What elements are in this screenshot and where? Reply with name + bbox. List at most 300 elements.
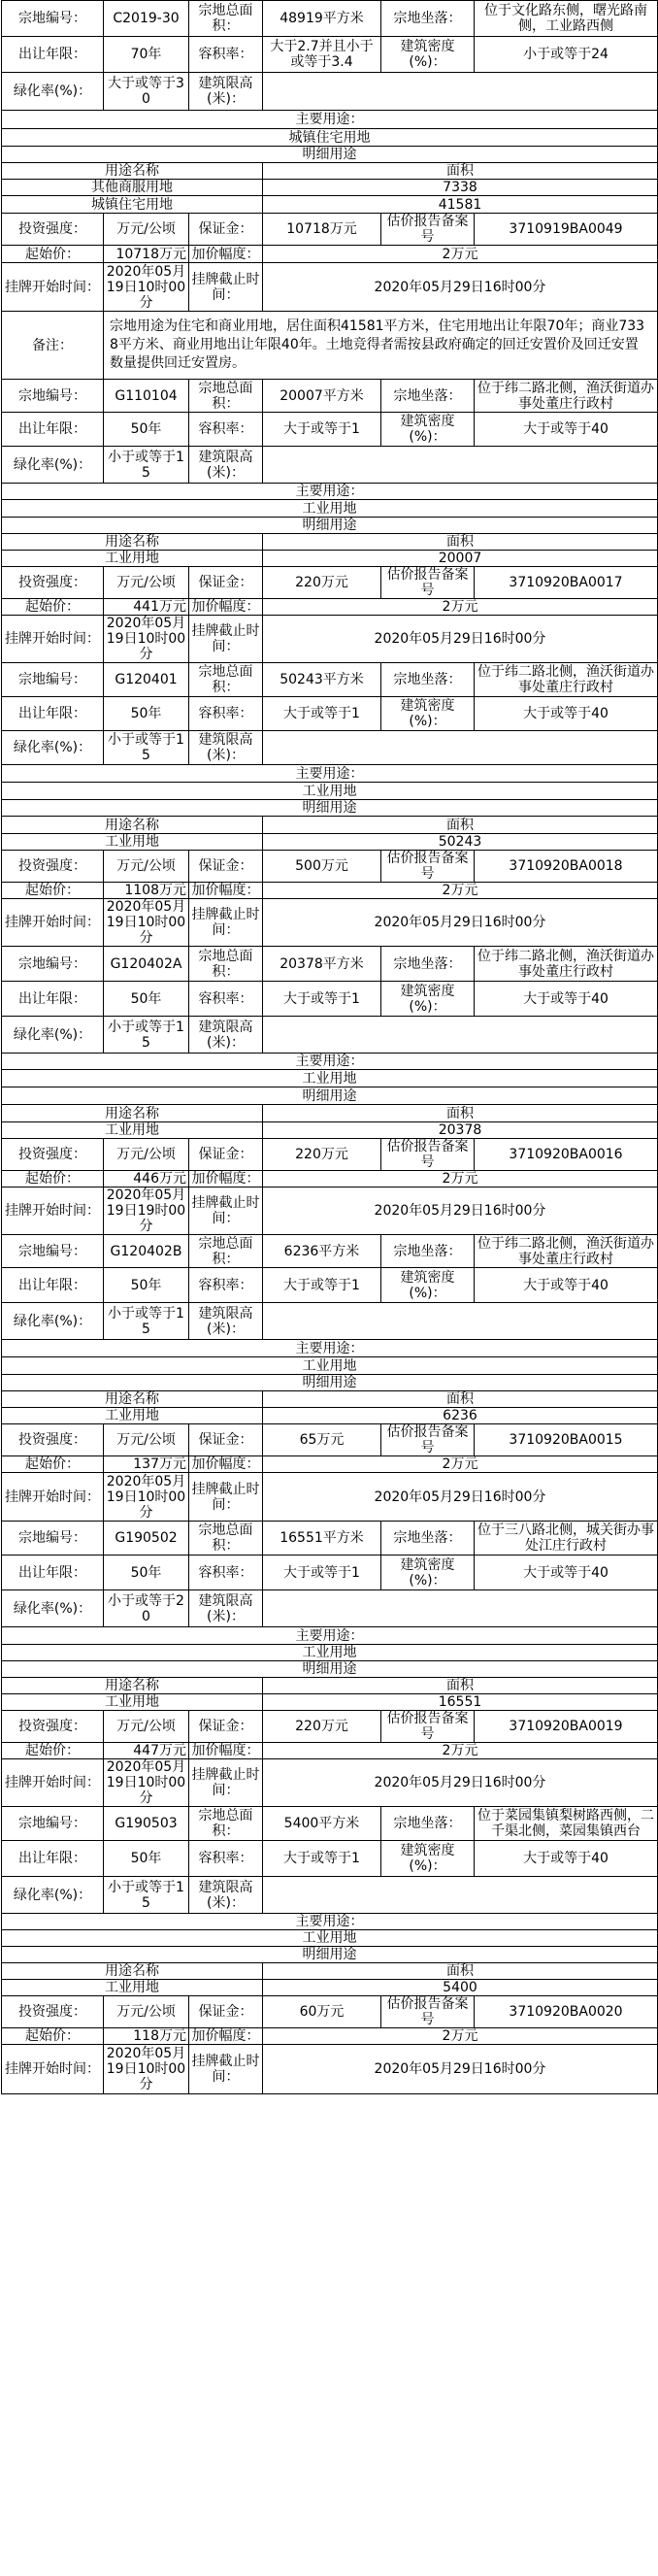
label-id: 宗地编号：: [2, 1522, 104, 1556]
lot-row-main-use: [2, 1340, 658, 1357]
lot-invest: 万元/公顷: [104, 851, 189, 883]
lot-id: G190502: [104, 1522, 189, 1556]
label-density: 建筑密度(%)：: [381, 413, 475, 447]
label-invest: 投资强度：: [2, 567, 104, 599]
lot-years: 50年: [104, 697, 189, 731]
lot-row-use-title: [2, 1070, 658, 1087]
lot-invest: 万元/公顷: [104, 1424, 189, 1456]
lot-row-detail-use: [2, 1661, 658, 1678]
label-detail-use: 明细用途: [2, 147, 658, 163]
lot-row-id: [2, 1235, 658, 1268]
lot-green: 小于或等于15: [104, 1877, 189, 1914]
lot-row-sub-use: [2, 1408, 658, 1424]
label-invest: 投资强度：: [2, 851, 104, 883]
label-use-area: 面积: [263, 534, 658, 551]
lot-area: 16551平方米: [263, 1522, 381, 1556]
label-far: 容积率：: [189, 1556, 263, 1590]
lot-row-detail-use: [2, 1947, 658, 1963]
lot-row-listing: [2, 899, 658, 947]
lot-row-years: [2, 697, 658, 731]
lot-years: 50年: [104, 982, 189, 1017]
label-far: 容积率：: [189, 982, 263, 1017]
label-increment: 加价幅度：: [189, 1743, 263, 1759]
label-list-end: 挂牌截止时间：: [189, 1473, 263, 1522]
label-id: 宗地编号：: [2, 1, 104, 37]
lot-row-green: [2, 1590, 658, 1627]
lot-height: [263, 1303, 658, 1340]
label-deposit: 保证金：: [189, 851, 263, 883]
lot-row-listing: [2, 616, 658, 663]
lot-years: 70年: [104, 37, 189, 73]
lot-increment: 2万元: [263, 1171, 658, 1188]
lot-row-listing: [2, 1759, 658, 1807]
lot-area: 48919平方米: [263, 1, 381, 37]
lot-record: 3710920BA0020: [475, 1996, 658, 2028]
lot-row-years: [2, 982, 658, 1017]
label-record: 估价报告备案号: [381, 567, 475, 599]
lot-row-main-use: [2, 1627, 658, 1645]
lot-use-title: 城镇住宅用地: [2, 129, 658, 147]
lot-row-detail-use: [2, 1087, 658, 1105]
label-detail-use: 明细用途: [2, 518, 658, 534]
label-invest: 投资强度：: [2, 1139, 104, 1171]
lot-row-price: [2, 246, 658, 263]
lot-row-sub-use: [2, 1122, 658, 1139]
lot-density: 大于或等于40: [475, 1841, 658, 1877]
lot-row-detail-use: [2, 518, 658, 534]
lot-green: 大于或等于30: [104, 73, 189, 111]
label-location: 宗地坐落：: [381, 380, 475, 413]
lot-row-sub-use: [2, 834, 658, 851]
lot-row-use-header: [2, 817, 658, 834]
lot-row-green: [2, 1303, 658, 1340]
lot-increment: 2万元: [263, 2028, 658, 2045]
lot-row-sub-use: [2, 196, 658, 214]
lot-density: 大于或等于40: [475, 697, 658, 731]
label-start-price: 起始价：: [2, 1171, 104, 1188]
lot-start-price: 137万元: [104, 1456, 189, 1473]
lot-record: 3710919BA0049: [475, 214, 658, 246]
lot-row-id: [2, 947, 658, 982]
sub-use-name: 工业用地: [2, 1980, 263, 1996]
lot-list-end: 2020年05月29日16时00分: [263, 2045, 658, 2094]
lot-far: 大于或等于1: [263, 982, 381, 1017]
lot-row-invest: [2, 1996, 658, 2028]
lot-use-title: 工业用地: [2, 1645, 658, 1661]
label-area: 宗地总面积：: [189, 1807, 263, 1841]
label-deposit: 保证金：: [189, 567, 263, 599]
lot-deposit: 220万元: [263, 1711, 381, 1743]
label-id: 宗地编号：: [2, 1807, 104, 1841]
label-list-end: 挂牌截止时间：: [189, 899, 263, 947]
label-invest: 投资强度：: [2, 1996, 104, 2028]
label-note: 备注：: [2, 312, 104, 380]
label-id: 宗地编号：: [2, 380, 104, 413]
label-use-area: 面积: [263, 1963, 658, 1980]
lot-location: 位于文化路东侧，曙光路南侧，工业路西侧: [475, 1, 658, 37]
lot-id: G120401: [104, 663, 189, 697]
lot-height: [263, 1017, 658, 1054]
lot-row-green: [2, 1017, 658, 1054]
lot-row-price: [2, 1456, 658, 1473]
lot-use-title: 工业用地: [2, 1070, 658, 1087]
label-record: 估价报告备案号: [381, 1139, 475, 1171]
lot-start-price: 10718万元: [104, 246, 189, 263]
label-location: 宗地坐落：: [381, 1807, 475, 1841]
label-years: 出让年限：: [2, 1556, 104, 1590]
lot-use-title: 工业用地: [2, 783, 658, 800]
label-years: 出让年限：: [2, 697, 104, 731]
label-density: 建筑密度(%)：: [381, 1841, 475, 1877]
lot-list-start: 2020年05月19日10时00分: [104, 263, 189, 312]
label-deposit: 保证金：: [189, 1996, 263, 2028]
lot-height: [263, 731, 658, 765]
lot-record: 3710920BA0017: [475, 567, 658, 599]
lot-invest: 万元/公顷: [104, 1996, 189, 2028]
lot-deposit: 65万元: [263, 1424, 381, 1456]
label-invest: 投资强度：: [2, 214, 104, 246]
label-use-name: 用途名称: [2, 534, 263, 551]
label-start-price: 起始价：: [2, 2028, 104, 2045]
lot-row-detail-use: [2, 800, 658, 817]
lot-far: 大于或等于1: [263, 1268, 381, 1303]
lot-list-end: 2020年05月29日16时00分: [263, 1759, 658, 1807]
lot-list-start: 2020年05月19日10时00分: [104, 899, 189, 947]
lot-area: 20007平方米: [263, 380, 381, 413]
lot-row-invest: [2, 1424, 658, 1456]
label-list-end: 挂牌截止时间：: [189, 616, 263, 663]
sub-use-area: 16551: [263, 1694, 658, 1711]
label-green: 绿化率(%)：: [2, 731, 104, 765]
lot-id: G120402A: [104, 947, 189, 982]
lot-id: G120402B: [104, 1235, 189, 1268]
label-start-price: 起始价：: [2, 246, 104, 263]
lot-list-start: 2020年05月19日10时00分: [104, 1759, 189, 1807]
label-start-price: 起始价：: [2, 883, 104, 899]
label-list-end: 挂牌截止时间：: [189, 263, 263, 312]
lot-area: 50243平方米: [263, 663, 381, 697]
lot-row-listing: [2, 1473, 658, 1522]
label-list-start: 挂牌开始时间：: [2, 1473, 104, 1522]
lot-row-id: [2, 1807, 658, 1841]
label-main-use: 主要用途：: [2, 765, 658, 783]
label-years: 出让年限：: [2, 1841, 104, 1877]
lot-row-price: [2, 1171, 658, 1188]
label-location: 宗地坐落：: [381, 663, 475, 697]
lot-start-price: 1108万元: [104, 883, 189, 899]
label-increment: 加价幅度：: [189, 1171, 263, 1188]
label-far: 容积率：: [189, 1841, 263, 1877]
label-record: 估价报告备案号: [381, 1711, 475, 1743]
sub-use-area: 7338: [263, 180, 658, 196]
label-use-name: 用途名称: [2, 163, 263, 180]
lot-row-invest: [2, 1711, 658, 1743]
label-list-end: 挂牌截止时间：: [189, 2045, 263, 2094]
lot-row-sub-use: [2, 1980, 658, 1996]
lot-row-id: [2, 1, 658, 37]
lot-row-use-header: [2, 1391, 658, 1408]
lot-row-id: [2, 663, 658, 697]
sub-use-area: 5400: [263, 1980, 658, 1996]
lot-row-use-header: [2, 163, 658, 180]
lot-row-sub-use: [2, 1694, 658, 1711]
label-green: 绿化率(%)：: [2, 1303, 104, 1340]
label-record: 估价报告备案号: [381, 1996, 475, 2028]
lot-location: 位于纬二路北侧，渔沃街道办事处董庄行政村: [475, 947, 658, 982]
lot-green: 小于或等于15: [104, 731, 189, 765]
lot-id: G110104: [104, 380, 189, 413]
lot-list-end: 2020年05月29日16时00分: [263, 616, 658, 663]
lot-row-years: [2, 1841, 658, 1877]
lot-id: C2019-30: [104, 1, 189, 37]
lot-increment: 2万元: [263, 246, 658, 263]
lot-row-sub-use: [2, 551, 658, 567]
label-deposit: 保证金：: [189, 214, 263, 246]
lot-row-listing: [2, 2045, 658, 2094]
lot-start-price: 118万元: [104, 2028, 189, 2045]
lot-row-id: [2, 380, 658, 413]
sub-use-name: 工业用地: [2, 1694, 263, 1711]
lot-years: 50年: [104, 413, 189, 447]
label-main-use: 主要用途：: [2, 484, 658, 500]
lot-years: 50年: [104, 1841, 189, 1877]
lot-row-invest: [2, 214, 658, 246]
label-far: 容积率：: [189, 697, 263, 731]
lot-row-price: [2, 1743, 658, 1759]
label-height: 建筑限高(米)：: [189, 1017, 263, 1054]
sub-use-area: 20378: [263, 1122, 658, 1139]
label-use-name: 用途名称: [2, 817, 263, 834]
lot-area: 5400平方米: [263, 1807, 381, 1841]
lot-years: 50年: [104, 1556, 189, 1590]
label-list-start: 挂牌开始时间：: [2, 1759, 104, 1807]
lot-row-invest: [2, 851, 658, 883]
label-height: 建筑限高(米)：: [189, 73, 263, 111]
lot-invest: 万元/公顷: [104, 1711, 189, 1743]
label-record: 估价报告备案号: [381, 851, 475, 883]
lot-list-start: 2020年05月19日10时00分: [104, 1473, 189, 1522]
lot-record: 3710920BA0019: [475, 1711, 658, 1743]
label-deposit: 保证金：: [189, 1424, 263, 1456]
lot-use-title: 工业用地: [2, 1357, 658, 1375]
lot-area: 20378平方米: [263, 947, 381, 982]
label-area: 宗地总面积：: [189, 380, 263, 413]
lot-record: 3710920BA0018: [475, 851, 658, 883]
lot-increment: 2万元: [263, 883, 658, 899]
label-id: 宗地编号：: [2, 663, 104, 697]
lot-invest: 万元/公顷: [104, 214, 189, 246]
lot-list-start: 2020年05月19日19时00分: [104, 1188, 189, 1235]
label-use-name: 用途名称: [2, 1963, 263, 1980]
lot-row-use-title: [2, 1357, 658, 1375]
label-use-area: 面积: [263, 1678, 658, 1694]
label-green: 绿化率(%)：: [2, 447, 104, 484]
lot-density: 大于或等于40: [475, 1268, 658, 1303]
lot-row-years: [2, 37, 658, 73]
lot-row-green: [2, 447, 658, 484]
label-increment: 加价幅度：: [189, 246, 263, 263]
lot-id: G190503: [104, 1807, 189, 1841]
label-id: 宗地编号：: [2, 947, 104, 982]
lot-height: [263, 1877, 658, 1914]
label-height: 建筑限高(米)：: [189, 1590, 263, 1627]
lot-far: 大于或等于1: [263, 1556, 381, 1590]
label-density: 建筑密度(%)：: [381, 697, 475, 731]
label-use-area: 面积: [263, 1391, 658, 1408]
label-height: 建筑限高(米)：: [189, 1877, 263, 1914]
label-id: 宗地编号：: [2, 1235, 104, 1268]
lot-list-end: 2020年05月29日16时00分: [263, 1188, 658, 1235]
sub-use-name: 城镇住宅用地: [2, 196, 263, 214]
lot-increment: 2万元: [263, 1743, 658, 1759]
lot-deposit: 220万元: [263, 1139, 381, 1171]
lot-row-price: [2, 883, 658, 899]
label-use-name: 用途名称: [2, 1391, 263, 1408]
lot-row-listing: [2, 1188, 658, 1235]
label-density: 建筑密度(%)：: [381, 1268, 475, 1303]
lot-row-use-title: [2, 783, 658, 800]
label-increment: 加价幅度：: [189, 2028, 263, 2045]
label-green: 绿化率(%)：: [2, 1877, 104, 1914]
lot-start-price: 446万元: [104, 1171, 189, 1188]
sub-use-area: 20007: [263, 551, 658, 567]
sub-use-name: 工业用地: [2, 551, 263, 567]
lot-row-years: [2, 1268, 658, 1303]
lot-row-use-title: [2, 500, 658, 518]
lot-increment: 2万元: [263, 599, 658, 616]
lot-deposit: 220万元: [263, 567, 381, 599]
label-location: 宗地坐落：: [381, 1, 475, 37]
label-start-price: 起始价：: [2, 599, 104, 616]
lot-row-use-header: [2, 1105, 658, 1122]
lot-green: 小于或等于15: [104, 1017, 189, 1054]
label-list-start: 挂牌开始时间：: [2, 263, 104, 312]
lot-height: [263, 447, 658, 484]
label-location: 宗地坐落：: [381, 1235, 475, 1268]
lot-row-main-use: [2, 111, 658, 129]
label-increment: 加价幅度：: [189, 883, 263, 899]
sub-use-name: 工业用地: [2, 834, 263, 851]
label-use-area: 面积: [263, 1105, 658, 1122]
sub-use-name: 其他商服用地: [2, 180, 263, 196]
label-invest: 投资强度：: [2, 1424, 104, 1456]
lot-row-use-header: [2, 1963, 658, 1980]
label-detail-use: 明细用途: [2, 1661, 658, 1678]
label-density: 建筑密度(%)：: [381, 1556, 475, 1590]
lot-use-title: 工业用地: [2, 500, 658, 518]
label-height: 建筑限高(米)：: [189, 447, 263, 484]
sub-use-area: 6236: [263, 1408, 658, 1424]
sub-use-area: 41581: [263, 196, 658, 214]
lot-row-note: [2, 312, 658, 380]
label-detail-use: 明细用途: [2, 1375, 658, 1391]
lot-invest: 万元/公顷: [104, 567, 189, 599]
label-detail-use: 明细用途: [2, 1087, 658, 1105]
lot-row-years: [2, 413, 658, 447]
label-list-start: 挂牌开始时间：: [2, 2045, 104, 2094]
label-green: 绿化率(%)：: [2, 1590, 104, 1627]
label-years: 出让年限：: [2, 413, 104, 447]
lot-row-green: [2, 731, 658, 765]
label-far: 容积率：: [189, 413, 263, 447]
lot-row-main-use: [2, 1914, 658, 1930]
label-record: 估价报告备案号: [381, 1424, 475, 1456]
label-deposit: 保证金：: [189, 1139, 263, 1171]
lot-height: [263, 1590, 658, 1627]
label-list-end: 挂牌截止时间：: [189, 1188, 263, 1235]
lot-row-detail-use: [2, 147, 658, 163]
lot-location: 位于纬二路北侧，渔沃街道办事处董庄行政村: [475, 663, 658, 697]
land-listing-document: [1, 0, 657, 2094]
lot-start-price: 447万元: [104, 1743, 189, 1759]
land-listing-table: [1, 0, 658, 2094]
lot-density: 小于或等于24: [475, 37, 658, 73]
label-main-use: 主要用途：: [2, 1340, 658, 1357]
lot-green: 小于或等于15: [104, 447, 189, 484]
lot-years: 50年: [104, 1268, 189, 1303]
lot-row-main-use: [2, 765, 658, 783]
lot-list-end: 2020年05月29日16时00分: [263, 1473, 658, 1522]
label-years: 出让年限：: [2, 37, 104, 73]
lot-list-end: 2020年05月29日16时00分: [263, 899, 658, 947]
label-area: 宗地总面积：: [189, 1522, 263, 1556]
lot-green: 小于或等于15: [104, 1303, 189, 1340]
lot-row-green: [2, 1877, 658, 1914]
label-use-area: 面积: [263, 163, 658, 180]
lot-record: 3710920BA0016: [475, 1139, 658, 1171]
label-density: 建筑密度(%)：: [381, 37, 475, 73]
label-green: 绿化率(%)：: [2, 1017, 104, 1054]
lot-far: 大于或等于1: [263, 697, 381, 731]
label-main-use: 主要用途：: [2, 1054, 658, 1070]
lot-row-main-use: [2, 484, 658, 500]
label-far: 容积率：: [189, 37, 263, 73]
lot-row-detail-use: [2, 1375, 658, 1391]
label-detail-use: 明细用途: [2, 1947, 658, 1963]
label-years: 出让年限：: [2, 1268, 104, 1303]
label-main-use: 主要用途：: [2, 1914, 658, 1930]
label-area: 宗地总面积：: [189, 947, 263, 982]
label-years: 出让年限：: [2, 982, 104, 1017]
lot-far: 大于或等于1: [263, 413, 381, 447]
lot-list-start: 2020年05月19日10时00分: [104, 2045, 189, 2094]
lot-row-invest: [2, 567, 658, 599]
lot-row-years: [2, 1556, 658, 1590]
label-invest: 投资强度：: [2, 1711, 104, 1743]
lot-density: 大于或等于40: [475, 982, 658, 1017]
lot-location: 位于三八路北侧，城关街办事处江庄行政村: [475, 1522, 658, 1556]
lot-green: 小于或等于20: [104, 1590, 189, 1627]
lot-row-invest: [2, 1139, 658, 1171]
lot-row-price: [2, 599, 658, 616]
lot-row-sub-use: [2, 180, 658, 196]
lot-record: 3710920BA0015: [475, 1424, 658, 1456]
label-start-price: 起始价：: [2, 1456, 104, 1473]
lot-row-main-use: [2, 1054, 658, 1070]
label-list-start: 挂牌开始时间：: [2, 616, 104, 663]
lot-location: 位于菜园集镇梨树路西侧，二千渠北侧，菜园集镇西台: [475, 1807, 658, 1841]
label-record: 估价报告备案号: [381, 214, 475, 246]
label-location: 宗地坐落：: [381, 1522, 475, 1556]
lot-deposit: 500万元: [263, 851, 381, 883]
label-main-use: 主要用途：: [2, 111, 658, 129]
lot-list-start: 2020年05月19日10时00分: [104, 616, 189, 663]
lot-row-listing: [2, 263, 658, 312]
sub-use-name: 工业用地: [2, 1122, 263, 1139]
lot-row-price: [2, 2028, 658, 2045]
lot-deposit: 10718万元: [263, 214, 381, 246]
label-start-price: 起始价：: [2, 1743, 104, 1759]
